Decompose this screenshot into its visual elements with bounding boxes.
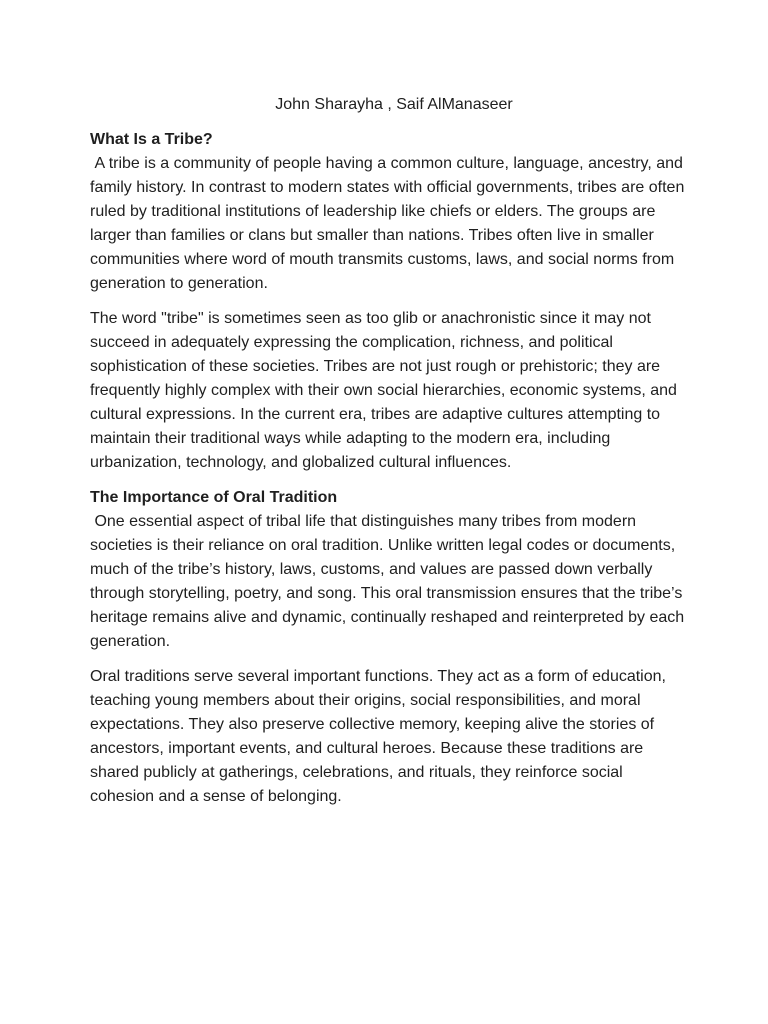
section-what-is-a-tribe xyxy=(90,128,690,475)
author-line: John Sharayha , Saif AlManaseer xyxy=(275,96,513,113)
section-heading: What Is a Tribe? xyxy=(90,131,213,148)
paragraph: Oral traditions serve several important functions. They act as a form of education, teaching young members about their origins, social responsibilities, and moral expectations. They also preserve collective memory, keeping alive the stories of ancestors, important events, and cultural heroes. Because these traditions are shared publicly at gatherings, celebrations, and rituals, they reinforce social cohesion and a sense of belonging. xyxy=(90,668,666,805)
paragraph: One essential aspect of tribal life that distinguishes many tribes from modern societies is their reliance on oral tradition. Unlike written legal codes or documents, much of the tribe’s history, laws, customs, and values are passed down verbally through storytelling, poetry, and song. This oral transmission ensures that the tribe’s heritage remains alive and dynamic, continually reshaped and reinterpreted by each generation. xyxy=(90,513,689,650)
section-oral-tradition xyxy=(90,486,690,809)
paragraph: The word "tribe" is sometimes seen as too glib or anachronistic since it may not succeed in adequately expressing the complication, richness, and political sophistication of these societies. Tribes are not just rough or prehistoric; they are frequently highly complex with their own social hierarchies, economic systems, and cultural expressions. In the current era, tribes are adaptive cultures attempting to maintain their traditional ways while adapting to the modern era, including urbanization, technology, and globalized cultural influences. xyxy=(90,310,677,471)
document-body xyxy=(90,93,690,820)
section-heading: The Importance of Oral Tradition xyxy=(90,489,338,506)
paragraph: A tribe is a community of people having a common culture, language, ancestry, and family history. In contrast to modern states with official governments, tribes are often ruled by traditional institutions of leadership like chiefs or elders. The groups are larger than families or clans but smaller than nations. Tribes often live in smaller communities where word of mouth transmits customs, laws, and social norms from generation to generation. xyxy=(90,155,689,292)
